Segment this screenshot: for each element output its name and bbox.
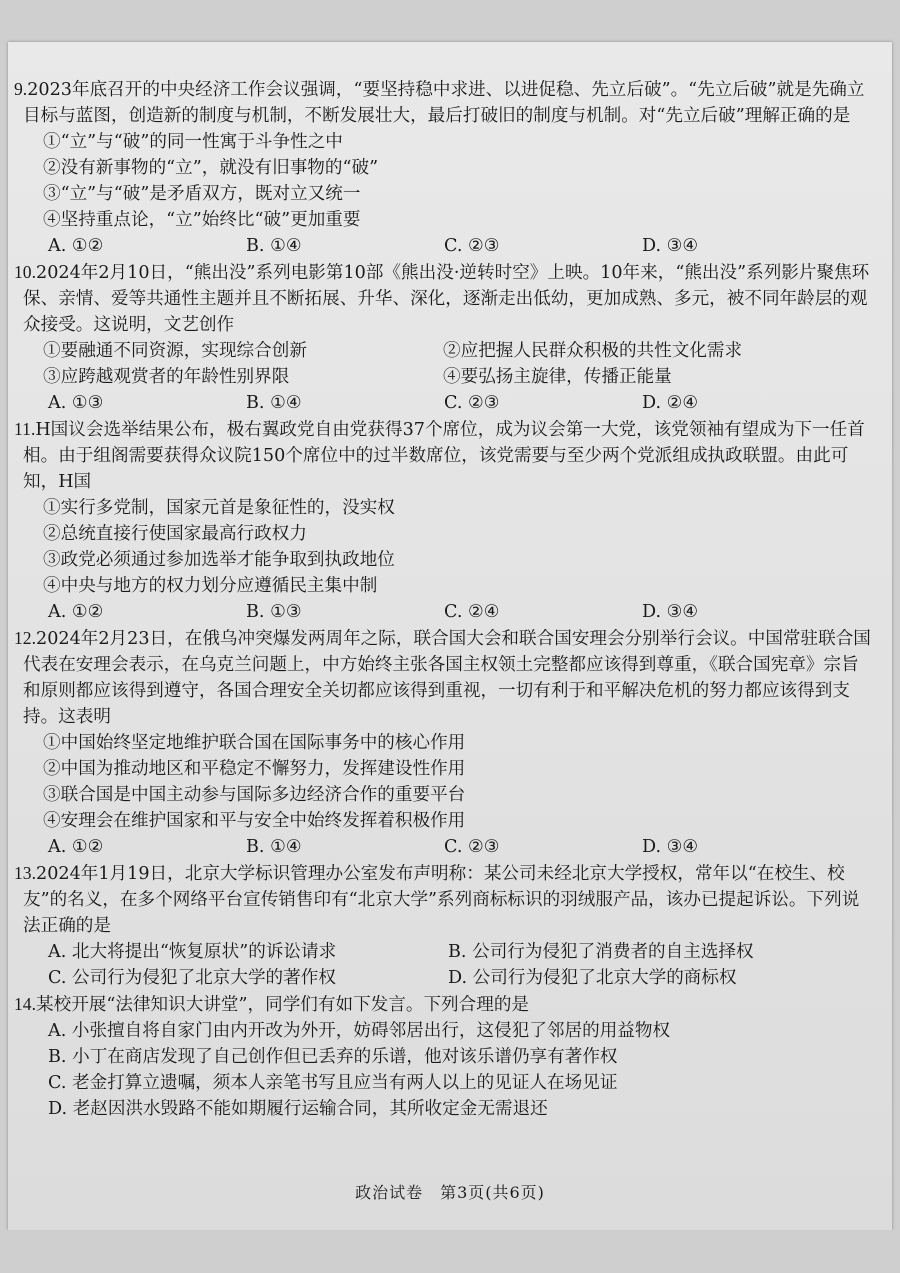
question-text: H国议会选举结果公布，极右翼政党自由党获得37个席位，成为议会第一大党，该党领袖有望成为下一任首相。由于组阁需要获得众议院150个席位中的过半数席位，该党需要与至少两个党派组成执政联盟。由此可知，H国 [23,420,865,492]
option-b: B. ①④ [246,236,302,256]
question-number: 12. [14,628,36,648]
option-d: D. ②④ [642,393,699,413]
statement: ④坚持重点论，“立”始终比“破”更加重要 [43,210,361,230]
statement: ②应把握人民群众积极的共性文化需求 [443,341,743,361]
question-11 [14,416,874,625]
statement: ③“立”与“破”是矛盾双方，既对立又统一 [43,184,361,204]
page-footer: 政治试卷 第3页(共6页) [355,1183,545,1202]
option-b: B. ①④ [246,393,302,413]
question-stem [14,259,874,338]
statement: ②总统直接行使国家最高行政权力 [43,524,307,544]
scanner-margin [0,1230,900,1273]
answer-options [14,233,874,259]
question-13 [14,860,874,991]
statement: ④中央与地方的权力划分应遵循民主集中制 [43,576,378,596]
option-c: C. ②④ [444,602,500,622]
question-12 [14,625,874,860]
question-text: 2024年2月10日，“熊出没”系列电影第10部《熊出没·逆转时空》上映。10年来，“熊出没”系列影片聚焦环保、亲情、爱等共通性主题并且不断拓展、升华、深化，逐渐走出低幼，更加成熟、多元，被不同年龄层的观众接受。这说明，文艺创作 [23,263,870,335]
question-number: 14. [14,994,36,1014]
answer-options [14,939,874,965]
question-stem [14,625,874,730]
option-a: A. ①② [48,236,104,256]
statement: ③联合国是中国主动参与国际多边经济合作的重要平台 [43,785,466,805]
question-14 [14,991,874,1122]
option-b: B. 小丁在商店发现了自己创作但已丢弃的乐谱，他对该乐谱仍享有著作权 [48,1047,618,1067]
option-b: B. ①③ [246,602,302,622]
option-c: C. 老金打算立遗嘱，须本人亲笔书写且应当有两人以上的见证人在场见证 [48,1073,618,1093]
question-stem [14,991,874,1018]
question-stem [14,416,874,495]
statement: ①要融通不同资源，实现综合创新 [43,341,307,361]
question-text: 2024年1月19日，北京大学标识管理办公室发布声明称：某公司未经北京大学授权，常年以“在校生、校友”的名义，在多个网络平台宣传销售印有“北京大学”系列商标标识的羽绒服产品，该办已提起诉讼。下列说法正确的是 [23,864,860,936]
option-a: A. ①③ [48,393,104,413]
answer-options [14,599,874,625]
statement: ②没有新事物的“立”，就没有旧事物的“破” [43,158,379,178]
question-stem [14,76,874,129]
question-10 [14,259,874,416]
statement: ③政党必须通过参加选举才能争取到执政地位 [43,550,395,570]
statement: ①“立”与“破”的同一性寓于斗争性之中 [43,132,343,152]
statement-row [14,338,874,364]
option-c: C. ②③ [444,393,500,413]
option-a: A. 小张擅自将自家门由内开改为外开，妨碍邻居出行，这侵犯了邻居的用益物权 [48,1021,671,1041]
statement: ①实行多党制，国家元首是象征性的，没实权 [43,498,395,518]
option-d: D. ③④ [642,837,699,857]
statement: ①中国始终坚定地维护联合国在国际事务中的核心作用 [43,733,466,753]
answer-options [14,390,874,416]
question-text: 2024年2月23日，在俄乌冲突爆发两周年之际，联合国大会和联合国安理会分别举行会议。中国常驻联合国代表在安理会表示，在乌克兰问题上，中方始终主张各国主权领土完整都应该得到尊重，《联合国宪章》宗旨和原则都应该得到遵守，各国合理安全关切都应该得到重视，一切有利于和平解决危机的努力都应该得到支持。这表明 [23,629,871,727]
question-text: 2023年底召开的中央经济工作会议强调，“要坚持稳中求进、以进促稳、先立后破”。“先立后破”就是先确立目标与蓝图，创造新的制度与机制，不断发展壮大，最后打破旧的制度与机制。对“先立后破”理解正确的是 [23,80,865,126]
option-c: C. 公司行为侵犯了北京大学的著作权 [48,968,336,988]
option-b: B. ①④ [246,837,302,857]
option-c: C. ②③ [444,236,500,256]
option-d: D. 公司行为侵犯了北京大学的商标权 [448,968,737,988]
question-number: 11. [14,419,36,439]
option-c: C. ②③ [444,837,500,857]
option-a: A. 北大将提出“恢复原状”的诉讼请求 [48,942,337,962]
question-list [14,76,874,1122]
answer-options [14,965,874,991]
answer-options [14,834,874,860]
statement-row [14,364,874,390]
statement: ④安理会在维护国家和平与安全中始终发挥着积极作用 [43,811,466,831]
question-number: 10. [14,262,36,282]
option-b: B. 公司行为侵犯了消费者的自主选择权 [448,942,754,962]
option-d: D. ③④ [642,602,699,622]
option-a: A. ①② [48,602,104,622]
question-9 [14,76,874,259]
option-d: D. 老赵因洪水毁路不能如期履行运输合同，其所收定金无需退还 [48,1099,548,1119]
question-text: 某校开展“法律知识大讲堂”，同学们有如下发言。下列合理的是 [36,995,530,1015]
statement: ④要弘扬主旋律，传播正能量 [443,367,672,387]
statement: ②中国为推动地区和平稳定不懈努力，发挥建设性作用 [43,759,466,779]
option-a: A. ①② [48,837,104,857]
question-stem [14,860,874,939]
option-d: D. ③④ [642,236,699,256]
question-number: 13. [14,863,36,883]
question-number: 9. [14,79,28,99]
statement: ③应跨越观赏者的年龄性别界限 [43,367,290,387]
